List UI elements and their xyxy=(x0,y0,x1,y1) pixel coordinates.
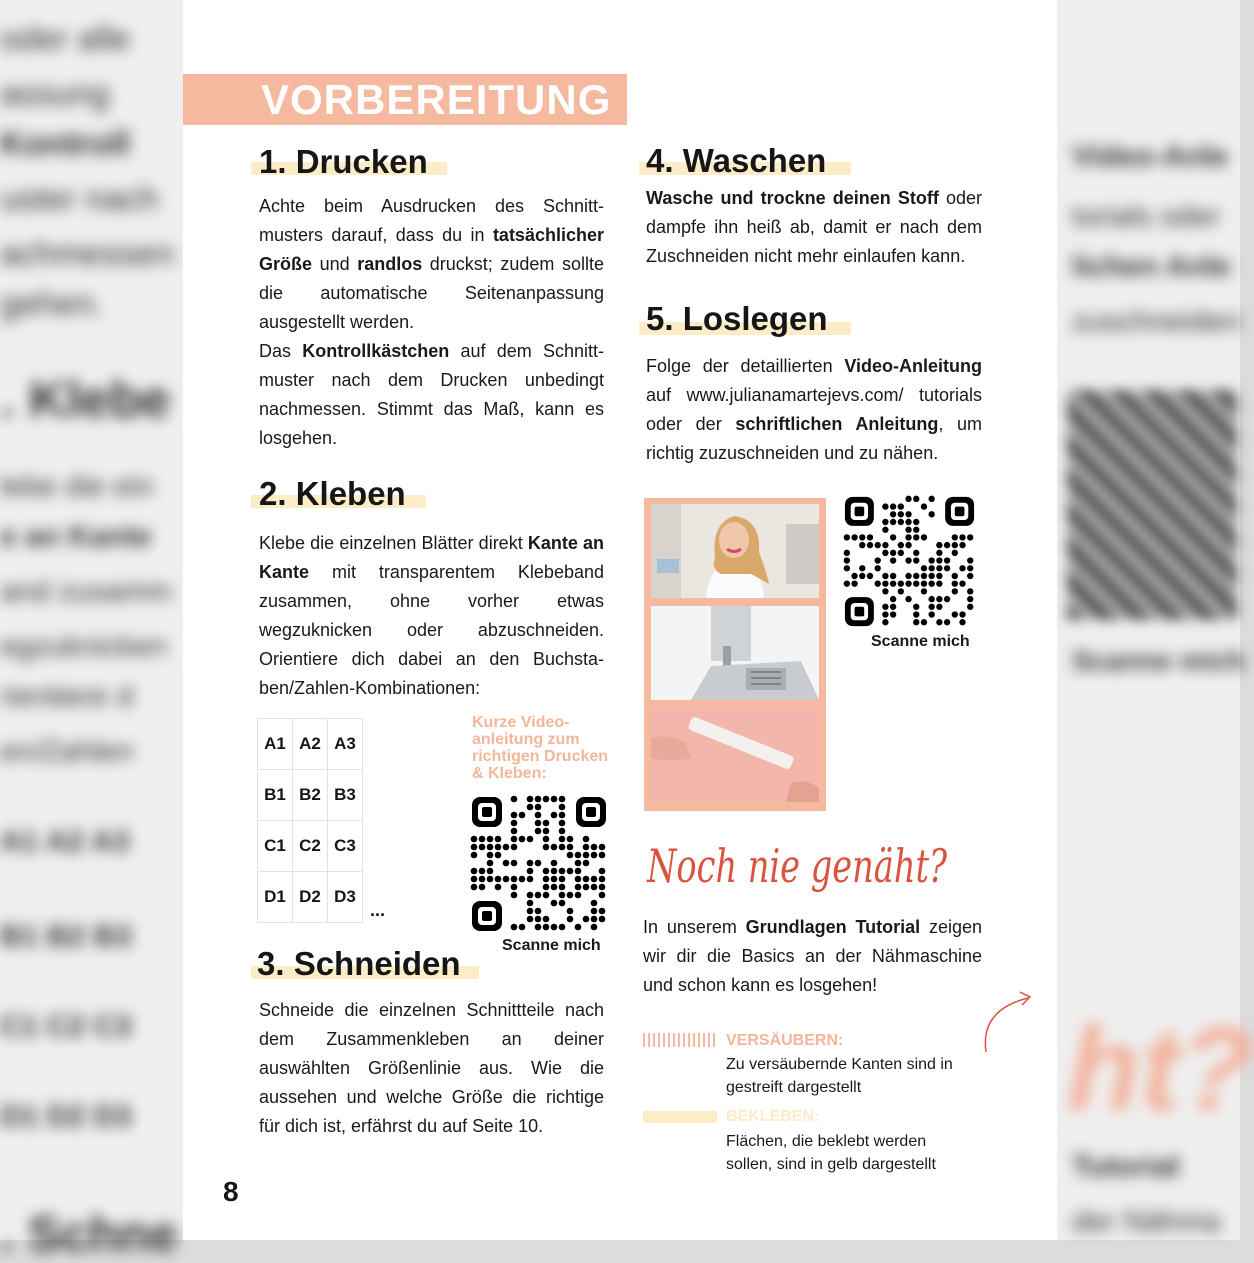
heading-kleben: 2. Kleben xyxy=(259,475,406,512)
grid-cell: A2 xyxy=(293,719,328,770)
video-note: Kurze Videoanleitung zum richtigen Drucken & Kleben: xyxy=(472,714,609,782)
grid-cell: D2 xyxy=(293,872,328,923)
stripe-swatch xyxy=(643,1033,717,1047)
grid-cell: B2 xyxy=(293,770,328,821)
grid-cell: B3 xyxy=(328,770,363,821)
curved-arrow-icon xyxy=(978,988,1038,1056)
tile-grid xyxy=(257,718,363,923)
grid-more-indicator: ... xyxy=(370,900,386,920)
grid-cell: A3 xyxy=(328,719,363,770)
heading-drucken: 1. Drucken xyxy=(259,143,428,180)
table-row xyxy=(258,821,363,872)
legend-versaeubern-text: Zu versäubernde Kanten sind in gestreift dargestellt xyxy=(726,1056,953,1096)
heading-waschen: 4. Waschen xyxy=(646,142,827,179)
next-page-blurred: Video-Anle torials oder lichen Anle zuschneiden Scanne mich ht? Tutorial der Nähma xyxy=(1057,0,1240,1240)
paragraph-kleben: Klebe die einzelnen Blätter direkt Kante an Kante mit transparentem Klebeband zusammen, ohne vorher etwas wegzuknicken oder abzuschneiden. Orientiere dich dabei an den Buchstaben/Zahlen-Kombinationen: xyxy=(259,533,604,698)
grid-cell: C3 xyxy=(328,821,363,872)
paragraph-schneiden: Schneide die einzelnen Schnittteile nach dem Zusammenkleben an deiner auswählten Größenlinie aus. Wie die aussehen und welche Größe die richtige für dich ist, erfährst du auf Seite 10. xyxy=(259,1000,604,1136)
legend-bekleben-title: BEKLEBEN: xyxy=(726,1108,820,1125)
yellow-swatch xyxy=(643,1111,717,1123)
table-row xyxy=(258,872,363,923)
grid-cell: B1 xyxy=(258,770,293,821)
paragraph-waschen: Wasche und trockne deinen Stoff oder dampfe ihn heiß ab, damit er nach dem Zuschneiden nicht mehr einlaufen kann. xyxy=(646,188,982,266)
grid-cell: D1 xyxy=(258,872,293,923)
previous-page-blurred: oder alle assung Kontroll uster nach achmessen gehen. . Klebe lebe die ein e an Kante and zusamm egzuknicken rientiere d en/Zahlen A1 A2 A3 B1 B2 B3 C1 C2 C3 D1 D2 D3 . Schne xyxy=(0,0,183,1240)
grid-cell: A1 xyxy=(258,719,293,770)
qr-code-icon[interactable] xyxy=(843,495,976,628)
legend-bekleben-text: Flächen, die beklebt werden sollen, sind in gelb dargestellt xyxy=(726,1133,936,1173)
paragraph-loslegen: Folge der detaillierten Video-Anleitung auf www.julianamartejevs.com/ tutorials oder der schriftlichen Anleitung, um richtig zuzuschneiden und zu nähen. xyxy=(646,356,982,463)
qr-caption: Scanne mich xyxy=(502,937,601,954)
sewing-machine-photo xyxy=(651,606,819,700)
page-title: VORBEREITUNG xyxy=(261,76,612,123)
script-heading xyxy=(643,824,973,904)
script-heading-text: Noch nie genäht? xyxy=(646,839,948,893)
table-row xyxy=(258,770,363,821)
grid-cell: C2 xyxy=(293,821,328,872)
presenter-photo xyxy=(651,504,819,598)
heading-loslegen: 5. Loslegen xyxy=(646,300,828,337)
tape-photo xyxy=(651,708,819,802)
page-number: 8 xyxy=(223,1176,239,1207)
manual-page xyxy=(183,0,1057,1240)
paragraph-drucken: Achte beim Ausdrucken des Schnittmusters darauf, dass du in tatsächlicher Größe und randlos druckst; zudem sollte die automatische Seitenanpassung ausgestellt werden. Das Kontrollkästchen auf dem Schnittmuster nach dem Drucken unbedingt nachmessen. Stimmt das Maß, kann es losgehen. xyxy=(259,196,604,448)
section-banner xyxy=(183,74,627,125)
grid-cell: C1 xyxy=(258,821,293,872)
table-row xyxy=(258,719,363,770)
grid-cell: D3 xyxy=(328,872,363,923)
qr-caption: Scanne mich xyxy=(871,633,970,650)
qr-code-icon[interactable] xyxy=(470,795,608,933)
tutorial-photo-strip xyxy=(644,498,826,811)
legend-versaeubern-title: VERSÄUBERN: xyxy=(726,1032,844,1049)
paragraph-grundlagen: In unserem Grundlagen Tutorial zeigen wir dir die Basics an der Nähmaschine und schon kann es losgehen! xyxy=(643,917,983,995)
heading-schneiden: 3. Schneiden xyxy=(257,945,461,982)
